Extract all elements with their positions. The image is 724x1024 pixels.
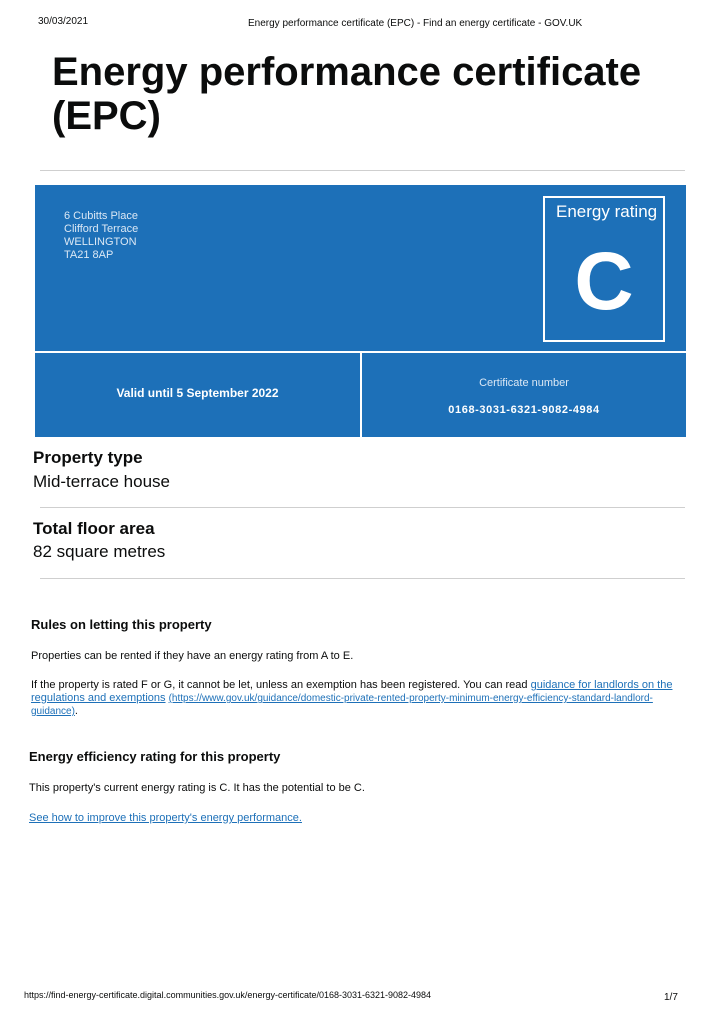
landlord-guidance-url[interactable]: (https://www.gov.uk/guidance/domestic-private-rented-property-minimum-energy-efficiency-standard-landlord-guidance) (31, 693, 653, 717)
floor-area-value: 82 square metres (33, 542, 166, 561)
exemption-text: If the property is rated F or G, it cannot be let, unless an exemption has been registered. You can read (31, 679, 531, 691)
print-date: 30/03/2021 (38, 16, 89, 27)
letting-exemption-text (31, 679, 691, 718)
certificate-number-label: Certificate number (479, 377, 569, 389)
valid-until: Valid until 5 September 2022 (116, 386, 279, 400)
address-line: WELLINGTON (64, 236, 137, 248)
certificate-number: 0168-3031-6321-9082-4984 (448, 404, 600, 416)
certificate-number-cell (362, 353, 686, 437)
improve-performance-link[interactable]: See how to improve this property's energy performance. (29, 812, 302, 824)
energy-rating-label: Energy rating (556, 202, 658, 221)
letting-heading: Rules on letting this property (31, 617, 212, 632)
print-page-title: Energy performance certificate (EPC) - Find an energy certificate - GOV.UK (248, 18, 583, 29)
landlord-guidance-link[interactable]: guidance for landlords on the regulations and exemptions (31, 679, 673, 704)
address-line: Clifford Terrace (64, 223, 139, 235)
floor-area-heading: Total floor area (33, 519, 155, 538)
divider (40, 578, 685, 579)
efficiency-heading: Energy efficiency rating for this property (29, 749, 281, 764)
divider (40, 507, 685, 508)
address-postcode: TA21 8AP (64, 249, 114, 261)
energy-rating-value: C (574, 236, 634, 327)
divider (40, 170, 685, 171)
property-address (64, 210, 138, 262)
property-type-heading: Property type (33, 448, 143, 467)
print-page-number: 1/7 (664, 992, 678, 1003)
sentence-end: . (74, 705, 78, 717)
efficiency-text: This property's current energy rating is C. It has the potential to be C. (29, 782, 365, 794)
print-footer-url: https://find-energy-certificate.digital.communities.gov.uk/energy-certificate/0168-3031-6321-9082-4984 (24, 990, 432, 1000)
page-title: Energy performance certificate (EPC) (52, 50, 642, 138)
address-line: 6 Cubitts Place (64, 210, 138, 222)
letting-rule-text: Properties can be rented if they have an energy rating from A to E. (31, 650, 354, 662)
property-type-value: Mid-terrace house (33, 472, 171, 491)
